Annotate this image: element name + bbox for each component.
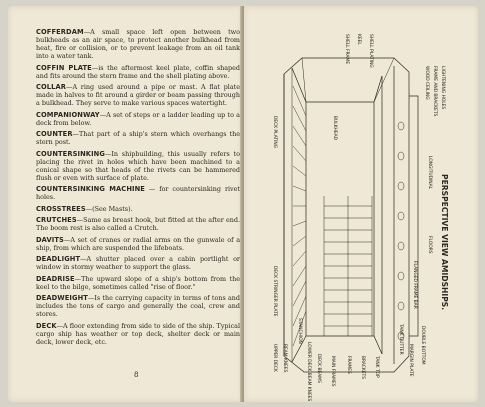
entry-definition: —Same as breast hook, but fitted at the after end. The boom rest is also called a Crutch.: [36, 216, 240, 233]
label-beam-knees: BEAM KNEES: [282, 344, 287, 373]
label-shell-frame: SHELL FRAME: [344, 34, 349, 65]
entry-definition: —A ring used around a pipe or mast. A flat plate made in halves to fit around a girder or beam passing through a bulkhead. They serve to make various spaces watertight.: [36, 83, 240, 108]
entry-term: DEADLIGHT: [36, 255, 81, 264]
bulkhead-panel: [306, 102, 374, 336]
glossary-entry: [36, 275, 240, 291]
entry-term: COUNTERSINKING MACHINE: [36, 185, 145, 194]
label-tank-gutter: TANK GUTTER: [398, 324, 403, 355]
label-margin-plate: MARGIN PLATE: [408, 344, 413, 377]
glossary-entry: [36, 150, 240, 182]
glossary-entry: [36, 130, 240, 146]
label-deck-stringer-plate: DECK STRINGER PLATE: [272, 266, 277, 317]
glossary-entry: [36, 83, 240, 107]
entry-term: COFFERDAM: [36, 28, 84, 36]
label-brackets: BRACKETS: [360, 356, 365, 379]
label-double-bottom: DOUBLE BOTTOM: [420, 326, 425, 365]
lightening-hole: [398, 272, 404, 280]
label-frame-and-brackets: FRAME AND BRACKETS: [432, 66, 437, 117]
label-deck-beams: DECK BEAMS: [316, 354, 321, 383]
hull-section-drawing: [244, 6, 478, 402]
lightening-hole: [398, 122, 404, 130]
label-wood-ceiling: WOOD CEILING: [424, 66, 429, 100]
drawing-title: PERSPECTIVE VIEW AMIDSHIPS.: [440, 174, 449, 311]
beam-knee-lines: [293, 86, 306, 346]
label-floors: FLOORS: [427, 236, 432, 254]
entry-definition: —A set of cranes or radial arms on the gunwale of a ship, from which are suspended the lifeboats.: [36, 235, 240, 252]
label-main-frames: MAIN FRAMES: [330, 356, 335, 387]
entry-definition: —A set of steps or a ladder leading up to a deck from below.: [36, 110, 240, 127]
entry-term: COFFIN PLATE: [36, 63, 92, 72]
label-lightening-holes: LIGHTENING HOLES: [440, 66, 445, 110]
entry-term: DAVITS: [36, 235, 64, 244]
lightening-hole: [398, 242, 404, 250]
glossary-entry: [36, 205, 240, 213]
label-keel: KEEL: [356, 34, 361, 45]
entry-definition: —In shipbuilding, this usually refers to placing the rivet in holes which have been machined to a conical shape so that heads of the rivets can be hammered flush or even with surface of plate.: [36, 149, 240, 182]
drawing-labels: [272, 34, 446, 401]
lightening-hole: [398, 212, 404, 220]
glossary-entries: [36, 28, 240, 349]
label-bulkhead: BULKHEAD: [332, 116, 337, 141]
lightening-holes: [398, 122, 404, 340]
label-tank-top: TANK TOP: [374, 356, 379, 378]
glossary-entry: [36, 216, 240, 232]
glossary-entry: [36, 111, 240, 127]
left-page: [8, 6, 242, 402]
entry-term: DEADRISE: [36, 274, 75, 283]
entry-definition: — for countersinking rivet holes.: [36, 185, 240, 202]
entry-definition: —(See Masts).: [85, 204, 133, 213]
entry-definition: —is the aftermost keel plate, coffin shaped and fits around the stern frame and the shell plating above.: [36, 63, 241, 80]
lightening-hole: [398, 302, 404, 310]
entry-definition: —The upward slope of a ship's bottom from the keel to the bilge, sometimes called "rise of floor.": [36, 274, 240, 291]
entry-definition: —A small space left open between two bulkheads as an air space, to protect another bulkhead from heat, fire or collision, or to prevent leakage from an oil tank into a water tank.: [36, 28, 240, 61]
shell-frame-lines: [302, 58, 394, 102]
label-stanchion: STANCHION: [297, 318, 302, 344]
entry-definition: —A floor extending from side to side of the ship. Typical cargo ship has weather or top deck, shelter deck or main deck, lower deck, etc.: [36, 321, 240, 346]
glossary-entry: [36, 64, 240, 80]
glossary-entry: [36, 322, 240, 346]
floor-plates: [324, 196, 372, 336]
label-lower-deck-beam-knees: LOWER DECK BEAM KNEES: [306, 342, 311, 402]
label-longitudinal: LONGITUDINAL: [427, 156, 432, 190]
perspective-lines: [292, 68, 382, 362]
lightening-hole: [398, 182, 404, 190]
entry-definition: —A shutter placed over a cabin portlight or window in stormy weather to support the glass.: [36, 255, 240, 272]
entry-term: CROSSTREES: [36, 204, 86, 213]
lightening-hole: [398, 152, 404, 160]
page-number: 8: [134, 371, 139, 379]
entry-term: DEADWEIGHT: [36, 294, 88, 302]
entry-term: COUNTERSINKING: [36, 149, 105, 158]
entry-term: COMPANIONWAY: [36, 110, 100, 119]
entry-term: CRUTCHES: [36, 216, 77, 225]
glossary-entry: [36, 185, 240, 201]
glossary-entry: [36, 294, 240, 318]
label-upper-deck: UPPER DECK: [272, 344, 277, 372]
glossary-entry: [36, 255, 240, 271]
label-deck-plating: DECK PLATING: [272, 116, 277, 149]
label-flanged-frame-bar: FLANGED FRAME BAR: [412, 261, 417, 309]
entry-term: COLLAR: [36, 83, 67, 92]
entry-term: COUNTER: [36, 130, 73, 139]
entry-definition: —Is the carrying capacity in terms of tons and includes the tons of cargo and generally the coal, crew and stores.: [36, 294, 240, 319]
entry-term: DECK: [36, 321, 57, 330]
glossary-entry: [36, 236, 240, 252]
label-shell-plating: SHELL PLATING: [368, 34, 373, 68]
label-frames: FRAMES: [346, 356, 351, 374]
entry-definition: —That part of a ship's stern which overhangs the stern post.: [36, 130, 240, 147]
glossary-entry: [36, 28, 240, 60]
frame-lines: [293, 86, 306, 346]
